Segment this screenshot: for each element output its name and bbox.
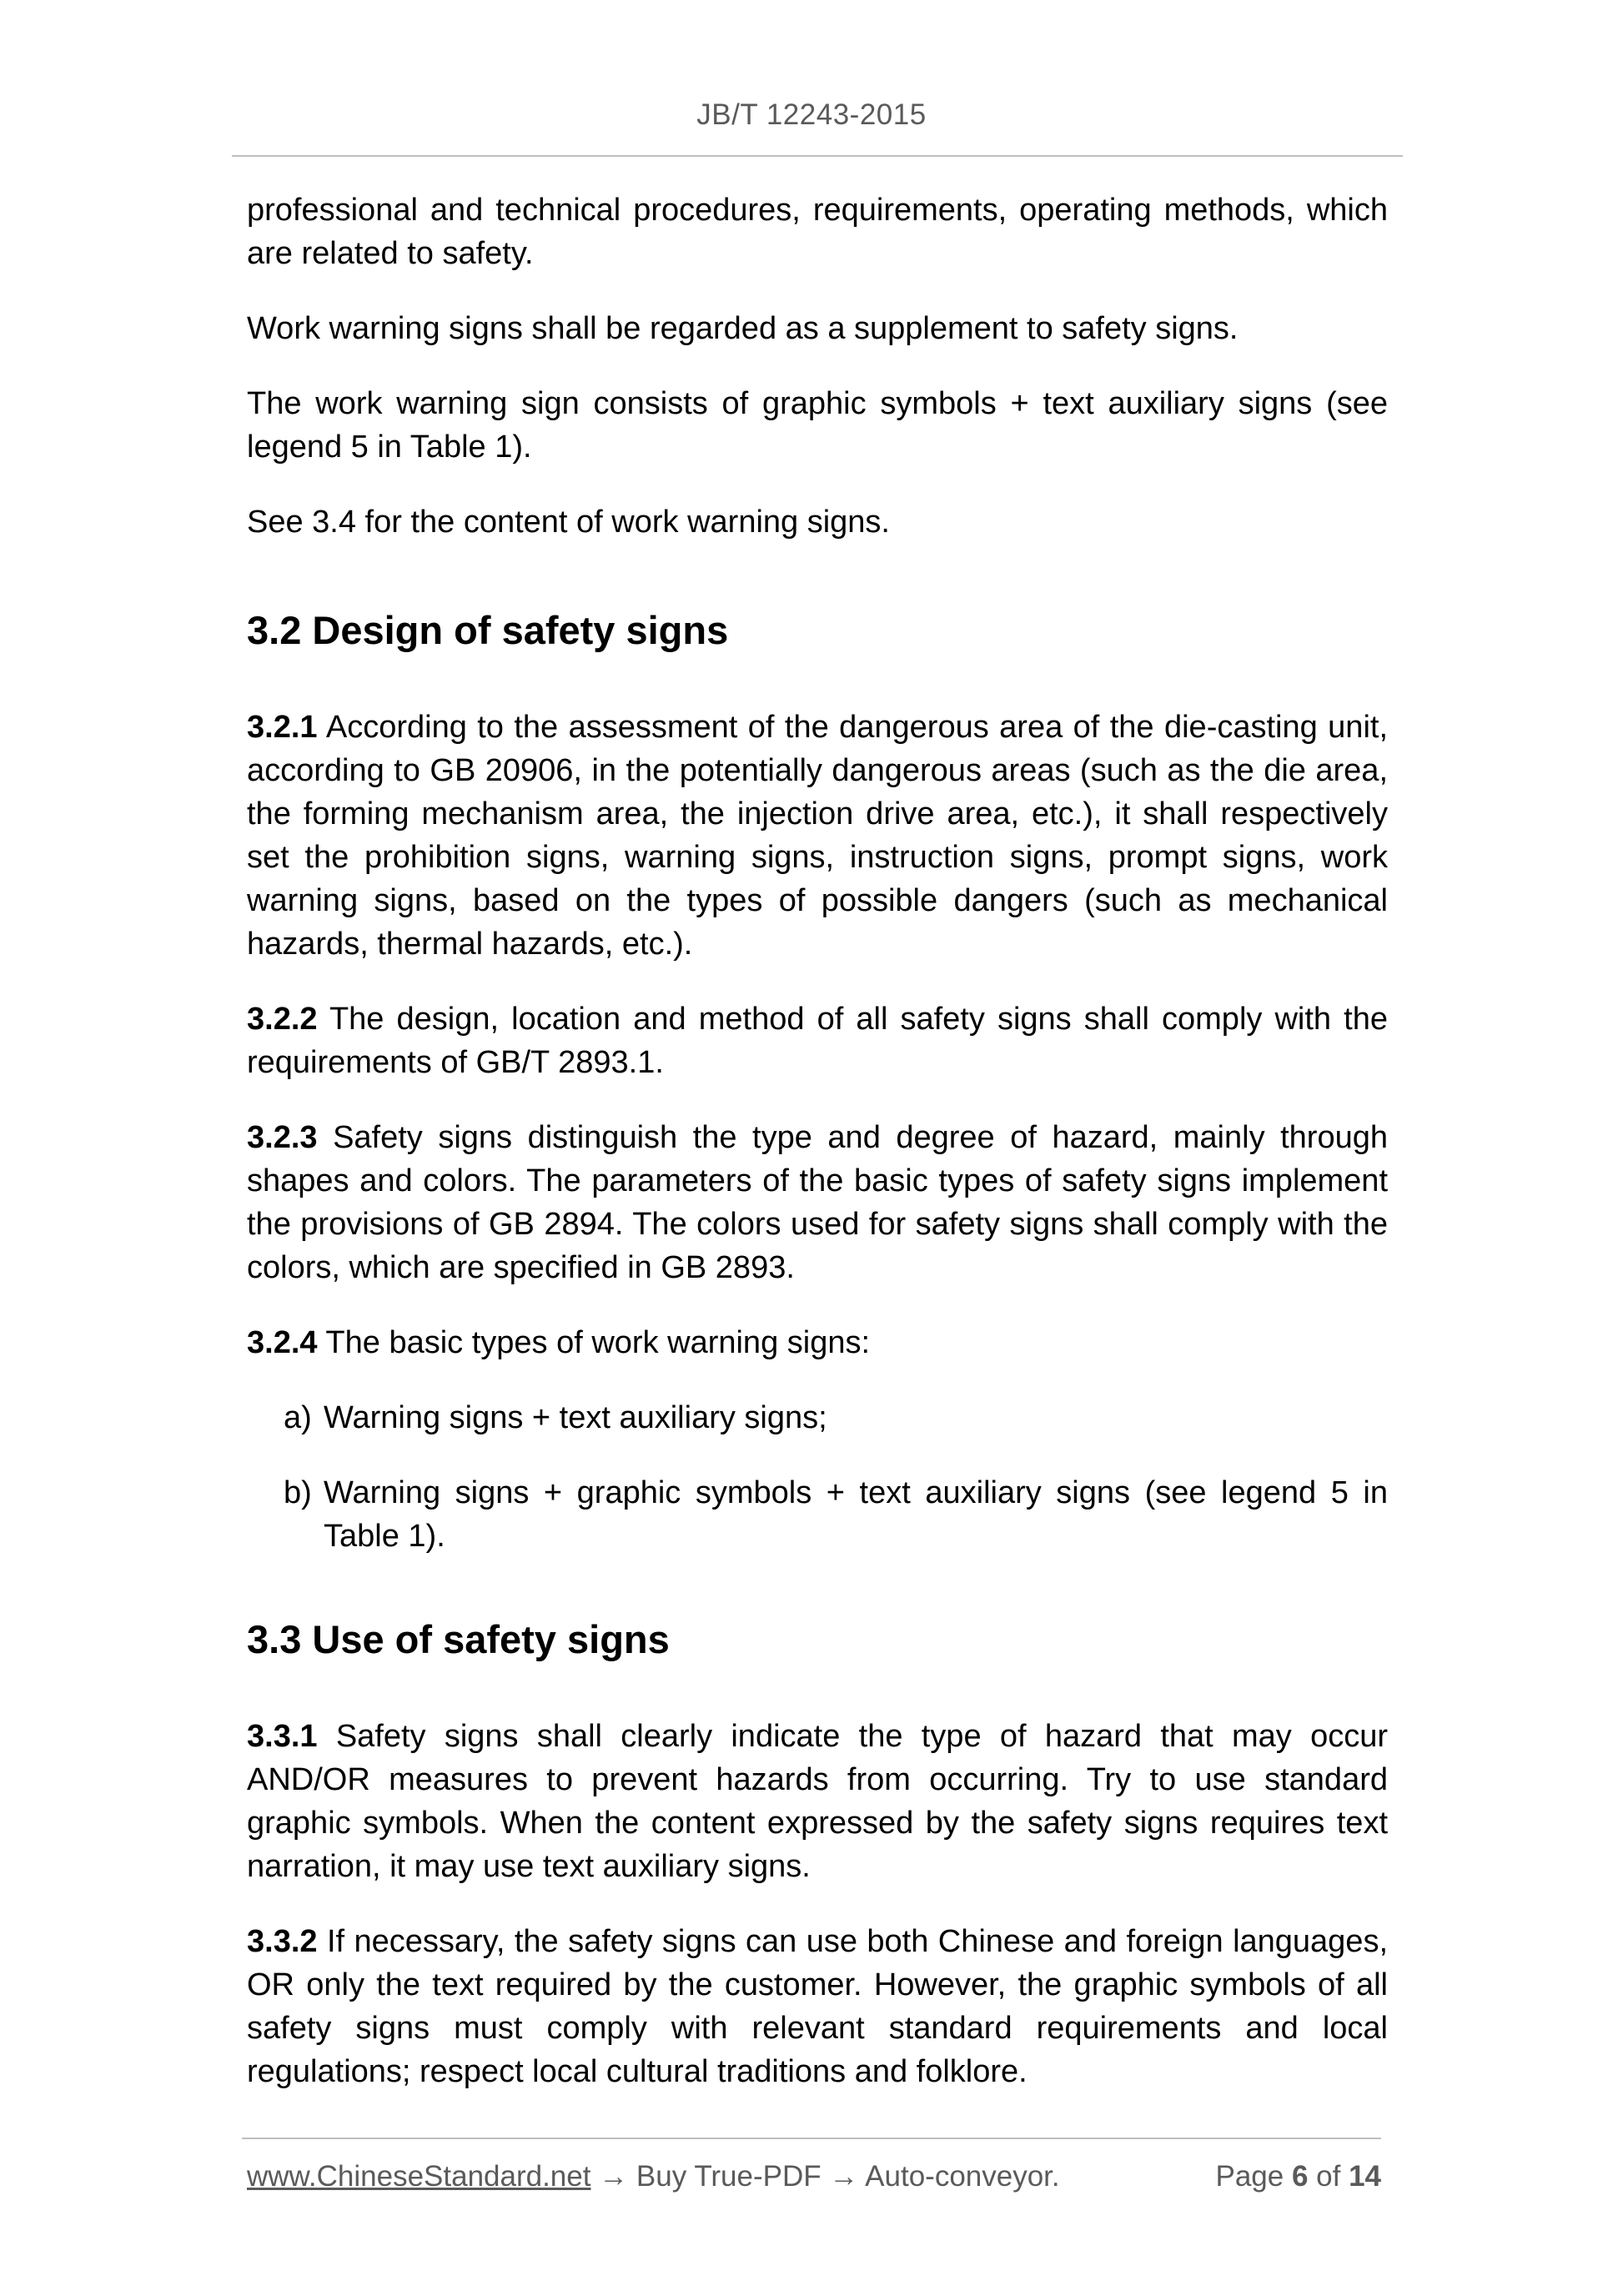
section-heading-3-2: 3.2 Design of safety signs (247, 608, 729, 652)
clause-text: The design, location and method of all safety signs shall comply with the requirements of GB/T 2893.1. (247, 1002, 1388, 1080)
page-number-indicator (1215, 2160, 1381, 2193)
page-of-label: of (1308, 2160, 1349, 2193)
page-label: Page (1215, 2160, 1292, 2193)
intro-paragraph-1: professional and technical procedures, requirements, operating methods, which are related to safety. (247, 193, 1388, 271)
clause-text: If necessary, the safety signs can use both Chinese and foreign languages, OR only the text required by the customer. However, the graphic symbols of all safety signs must comply with relevant standard requirements and local regulations; respect local cultural traditions and folklore. (247, 1924, 1388, 2089)
clause-number: 3.2.2 (247, 1002, 318, 1037)
clause-number: 3.3.1 (247, 1719, 318, 1754)
clause-number: 3.2.4 (247, 1325, 318, 1360)
list-item-text: Warning signs + text auxiliary signs; (324, 1400, 827, 1435)
footer-link-group (247, 2160, 1060, 2193)
list-marker: b) (284, 1475, 312, 1510)
current-page-number: 6 (1291, 2160, 1309, 2193)
clause-3-2-1 (247, 706, 1388, 966)
clause-number: 3.3.2 (247, 1924, 318, 1959)
header-divider (232, 155, 1403, 157)
footer-trail-text: → Buy True-PDF → Auto-conveyor. (590, 2160, 1060, 2193)
intro-paragraph-4: See 3.4 for the content of work warning signs. (247, 505, 890, 540)
site-link[interactable]: www.ChineseStandard.net (247, 2160, 591, 2193)
footer-divider (242, 2138, 1381, 2139)
list-item-b (247, 1471, 1388, 1558)
total-page-number: 14 (1349, 2160, 1381, 2193)
intro-paragraph-3: The work warning sign consists of graphic symbols + text auxiliary signs (see legend 5 in Table 1). (247, 386, 1388, 465)
list-item-text: Warning signs + graphic symbols + text auxiliary signs (see legend 5 in Table 1). (324, 1475, 1388, 1554)
list-marker: a) (284, 1400, 312, 1435)
document-code-header: JB/T 12243-2015 (696, 98, 927, 131)
clause-3-3-2 (247, 1920, 1388, 2093)
clause-3-3-1 (247, 1715, 1388, 1888)
clause-number: 3.2.1 (247, 710, 318, 745)
page-content (247, 188, 1388, 2125)
clause-text: Safety signs shall clearly indicate the type of hazard that may occur AND/OR measures to prevent hazards from occurring. Try to use standard graphic symbols. When the content expressed by the safety signs requires text narration, it may use text auxiliary signs. (247, 1719, 1388, 1884)
section-heading-3-3: 3.3 Use of safety signs (247, 1617, 670, 1661)
clause-3-2-3 (247, 1116, 1388, 1289)
clause-3-2-4 (247, 1321, 1388, 1364)
list-item-a (247, 1396, 1388, 1439)
clause-3-2-2 (247, 997, 1388, 1084)
clause-text: The basic types of work warning signs: (317, 1325, 871, 1360)
intro-paragraph-2: Work warning signs shall be regarded as a supplement to safety signs. (247, 311, 1239, 346)
clause-text: Safety signs distinguish the type and degree of hazard, mainly through shapes and colors. The parameters of the basic types of safety signs implement the provisions of GB 2894. The colors used for safety signs shall comply with the colors, which are specified in GB 2893. (247, 1120, 1388, 1285)
clause-number: 3.2.3 (247, 1120, 318, 1155)
clause-text: According to the assessment of the dangerous area of the die-casting unit, according to GB 20906, in the potentially dangerous areas (such as the die area, the forming mechanism area, the injection drive area, etc.), it shall respectively set the prohibition signs, warning signs, instruction signs, prompt signs, work warning signs, based on the types of possible dangers (such as mechanical hazards, thermal hazards, etc.). (247, 710, 1388, 962)
